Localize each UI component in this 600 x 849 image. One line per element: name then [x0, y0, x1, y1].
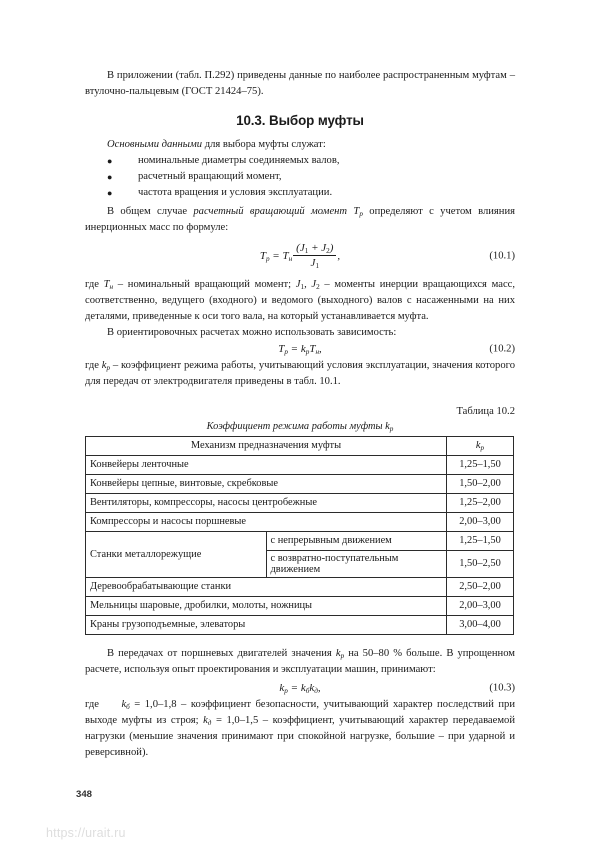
symbol-kb: $k_б$ [121, 698, 130, 711]
formula-10-1-number: (10.1) [489, 250, 515, 262]
intro-paragraph: В приложении (табл. П.292) приведены данные по наиболее распространенным муфтам – втулочно-пальцевым (ГОСТ 21424–75). [85, 70, 515, 98]
table-row [86, 456, 514, 475]
cell-mechanism: Вентиляторы, компрессоры, насосы центробежные [86, 494, 447, 513]
para-piston-b: на 50–80 % больше. В упрощенном расчете, используя опыт проектирования и эксплуатации машин, принимают: [85, 648, 515, 676]
para-final-a: где [85, 698, 104, 710]
cell-mechanism: Мельницы шаровые, дробилки, молоты, ножницы [86, 597, 447, 616]
cell-mechanism: Конвейеры цепные, винтовые, скребковые [86, 475, 447, 494]
para-where-c: – моменты инерции вращающихся масс, соответственно, ведущего (входного) и ведомого (выходного) валов с насаженными на них деталями, приведенные к оси того вала, на который устанавливается муфта. [85, 278, 515, 322]
cell-value: 1,25–1,50 [447, 456, 514, 475]
para-general-italic: расчетный вращающий момент [193, 205, 348, 217]
formula-10-1-expression: $T_р = T_н$ $\frac{(J_1 + J_2)}{J_1}$ , [259, 242, 341, 271]
cell-value: 3,00–4,00 [447, 616, 514, 635]
cell-value: 1,50–2,00 [447, 475, 514, 494]
table-row [86, 578, 514, 597]
table-caption-sub: р [389, 425, 394, 434]
header-mechanism: Механизм предназначения муфты [86, 437, 447, 456]
table-caption-text: Коэффициент режима работы муфты k [206, 421, 390, 433]
cell-value: 1,25–1,50 [447, 532, 514, 551]
formula-10-3-expression: $k_р = k_бk_д$, [279, 681, 321, 695]
para-kp-b: – коэффициент режима работы, учитывающий условия эксплуатации, значения которого для передач от электродвигателя приведены в табл. 10.1. [85, 360, 515, 388]
lead-paragraph [85, 137, 515, 153]
cell-mechanism: Компрессоры и насосы поршневые [86, 513, 447, 532]
fraction-denominator: $J_1$ [310, 257, 320, 271]
cell-value: 1,25–2,00 [447, 494, 514, 513]
bullet-icon: ● [107, 187, 113, 198]
para-kp-a: где [85, 360, 102, 372]
formula-10-1 [85, 243, 515, 270]
fraction-numerator: $(J_1 + J_2)$ [293, 242, 336, 256]
symbol-kp: $k_р$ [101, 360, 111, 373]
formula-10-2-number: (10.2) [489, 343, 515, 355]
section-heading: 10.3. Выбор муфты [236, 113, 364, 129]
cell-mechanism: Деревообрабатывающие станки [86, 578, 447, 597]
list-item [85, 153, 515, 169]
para-where-b: – номинальный вращающий момент; [113, 278, 296, 290]
table-row [86, 597, 514, 616]
paragraph-final-definitions [85, 697, 515, 761]
paragraph-kp-definition [85, 358, 515, 390]
cell-value: 2,00–3,00 [447, 513, 514, 532]
cell-mechanism: Краны грузоподъемные, элеваторы [86, 616, 447, 635]
cell-submode: с непрерывным движением [266, 532, 447, 551]
table-header-row [86, 437, 514, 456]
list-item-label: расчетный вращающий момент, [138, 171, 282, 183]
table-row [86, 616, 514, 635]
paragraph-general-case [85, 204, 515, 236]
bullet-icon: ● [107, 171, 113, 182]
list-item-label: частота вращения и условия эксплуатации. [138, 187, 333, 199]
watermark: https://urait.ru [46, 826, 126, 840]
list-item [85, 185, 515, 201]
list-item-label: номинальные диаметры соединяемых валов, [138, 155, 340, 167]
cell-value: 2,50–2,00 [447, 578, 514, 597]
para-general-b: определяют с учетом влияния инерционных масс по формуле: [85, 205, 516, 233]
table-row [86, 475, 514, 494]
para-general-a: В общем случае [107, 205, 194, 217]
cell-value: 1,50–2,50 [447, 551, 514, 578]
header-coefficient-sub: р [480, 444, 485, 453]
table-row [86, 513, 514, 532]
list-item [85, 169, 515, 185]
para-piston-a: В передачах от поршневых двигателей значения [107, 648, 336, 660]
coefficient-table [85, 436, 514, 635]
table-row [86, 494, 514, 513]
symbol-Tp: $T_р$ [353, 205, 363, 218]
lead-rest: для выбора муфты служат: [202, 139, 326, 151]
lead-italic: Основными данными [107, 139, 203, 151]
fraction [293, 242, 336, 269]
symbol-kp-piston: $k_р$ [335, 648, 345, 661]
table-label: Таблица 10.2 [456, 406, 515, 418]
symbol-kd: $k_д$ [203, 714, 212, 727]
cell-submode: с возвратно-поступательным движением [266, 551, 447, 578]
formula-10-2 [85, 343, 515, 355]
requirements-list [85, 153, 515, 201]
paragraph-piston [85, 646, 515, 678]
page-content [85, 68, 515, 761]
formula-10-2-expression: $T_р = k_рT_н$, [278, 343, 322, 357]
cell-mechanism-merged: Станки металлорежущие [86, 532, 267, 578]
symbol-J1-J2: $J_1$, $J_2$ [295, 278, 320, 291]
para-where-a: где [85, 278, 104, 290]
paragraph-where-1 [85, 277, 515, 325]
para-final-c: = 1,0–1,5 – коэффициент, учитывающий характер передаваемой нагрузки (меньшие значения принимают при спокойной нагрузке, большие – при ударной и реверсивной). [85, 714, 516, 758]
header-coefficient [447, 437, 514, 456]
bullet-icon: ● [107, 155, 113, 166]
page-number: 348 [76, 789, 93, 800]
symbol-Tn: $T_н$ [103, 278, 114, 291]
formula-10-3-number: (10.3) [489, 682, 515, 693]
table-row-merged-first [86, 532, 514, 551]
cell-mechanism: Конвейеры ленточные [86, 456, 447, 475]
table-caption [85, 421, 515, 432]
header-coefficient-symbol: k [475, 440, 481, 452]
paragraph-approx: В ориентировочных расчетах можно использовать зависимость: [107, 327, 397, 339]
para-final-b: = 1,0–1,8 – коэффициент безопасности, учитывающий характер последствий при выходе муфты из строя; [85, 698, 516, 726]
cell-value: 2,00–3,00 [447, 597, 514, 616]
formula-10-3 [85, 682, 515, 694]
